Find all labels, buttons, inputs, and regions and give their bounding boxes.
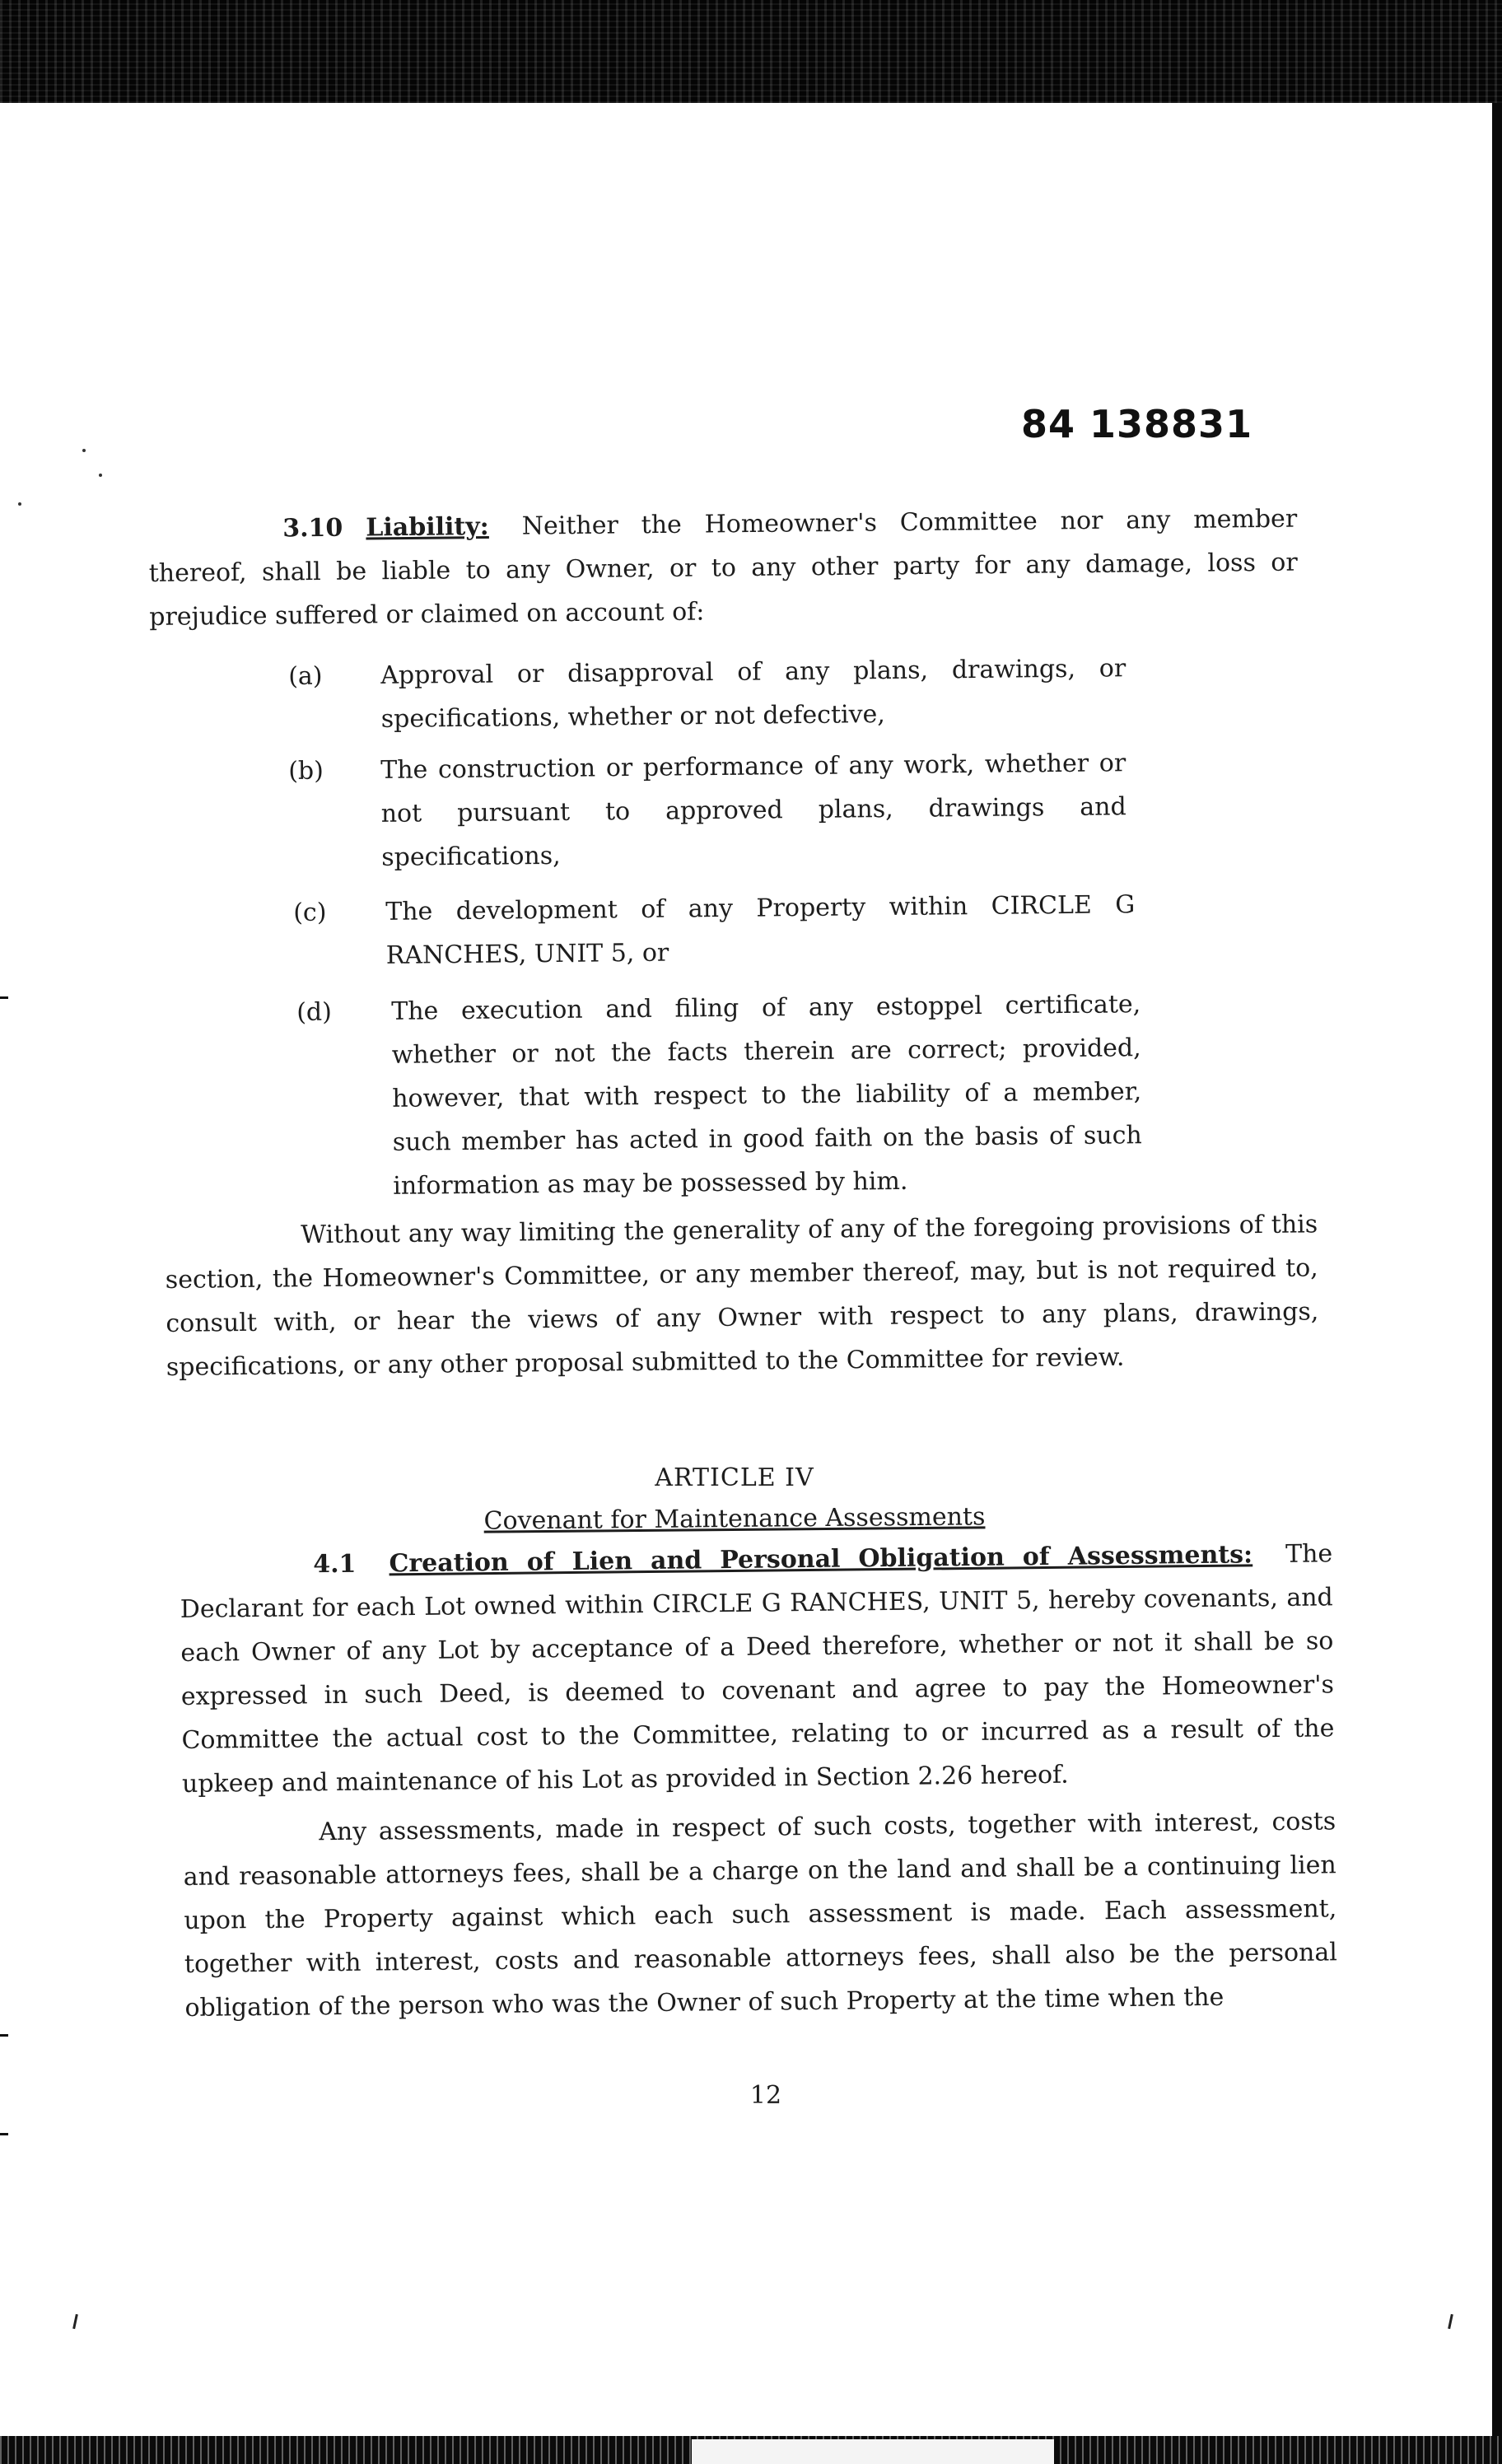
article-subtitle: Covenant for Maintenance Assessments <box>483 1502 986 1536</box>
paragraph-text: Any assessments, made in respect of such costs, together with interest, costs and reasonable attorneys fees, shall be a charge on the land and shall be a continuing lien upon the Property against which each such assessment is made. Each assessment, together with interest, costs and reasonable attorneys fees, shall also be the personal obligation of the person who was the Owner of such Property at the time when the <box>183 1807 1338 2023</box>
document-number: 84 138831 <box>1021 402 1253 446</box>
scan-border-bottom-gap <box>692 2439 1054 2464</box>
paragraph-any-assessments <box>183 1799 1338 2030</box>
list-item-label: (a) <box>288 661 323 691</box>
section-number: 3.10 <box>282 513 343 544</box>
scan-speck <box>18 502 21 506</box>
section-heading: Creation of Lien and Personal Obligation of Assessments: <box>389 1540 1253 1579</box>
list-item-text: The construction or performance of any work, whether or not pursuant to approved plans, drawings and specifications, <box>380 749 1126 872</box>
section-number: 4.1 <box>313 1549 357 1580</box>
list-item-label: (d) <box>296 997 333 1027</box>
scan-stroke <box>1448 2314 1453 2329</box>
scan-speck <box>82 449 86 452</box>
scan-edge-mark <box>0 2034 8 2037</box>
scan-edge-mark <box>0 2133 8 2135</box>
list-item-label: (c) <box>293 898 327 927</box>
section-heading: Liability: <box>366 512 489 543</box>
section-text: The Declarant for each Lot owned within CIRCLE G RANCHES, UNIT 5, hereby covenants, and each Owner of any Lot by acceptance of a Deed therefore, whether or not it shall be so expressed in such Deed, is deemed to covenant and agree to pay the Homeowner's Committee the actual cost to the Committee, relating to or incurred as a result of the upkeep and maintenance of his Lot as provided in Section 2.26 hereof. <box>180 1539 1335 1799</box>
paragraph-without-limiting <box>165 1202 1319 1389</box>
scan-border-top <box>0 0 1502 103</box>
section-text: Neither the Homeowner's Committee nor any member thereof, shall be liable to any Owner, or to any other party for any damage, loss or prejudice suffered or claimed on account of: <box>148 504 1298 632</box>
list-item-text: The execution and filing of any estoppel certificate, whether or not the facts therein are correct; provided, however, that with respect to the liability of a member, such member has acted in good faith on the basis of such information as may be possessed by him. <box>391 990 1142 1201</box>
page-number: 12 <box>749 2081 782 2110</box>
list-item-text: Approval or disapproval of any plans, drawings, or specifications, whether or not defective, <box>380 654 1126 734</box>
paragraph-text: Without any way limiting the generality of any of the foregoing provisions of this section, the Homeowner's Committee, or any member thereof, may, but is not required to, consult with, or hear the views of any Owner with respect to any plans, drawings, specifications, or any other proposal submitted to the Committee for review. <box>165 1210 1319 1382</box>
article-title: ARTICLE IV <box>655 1463 814 1492</box>
scan-speck <box>99 474 102 477</box>
scan-edge-mark <box>0 996 8 999</box>
list-item-label: (b) <box>288 756 324 786</box>
section-3-10 <box>148 497 1298 639</box>
list-item-text: The development of any Property within CIRCLE G RANCHES, UNIT 5, or <box>385 890 1136 970</box>
section-4-1 <box>180 1532 1335 1806</box>
scan-stroke <box>72 2314 78 2329</box>
